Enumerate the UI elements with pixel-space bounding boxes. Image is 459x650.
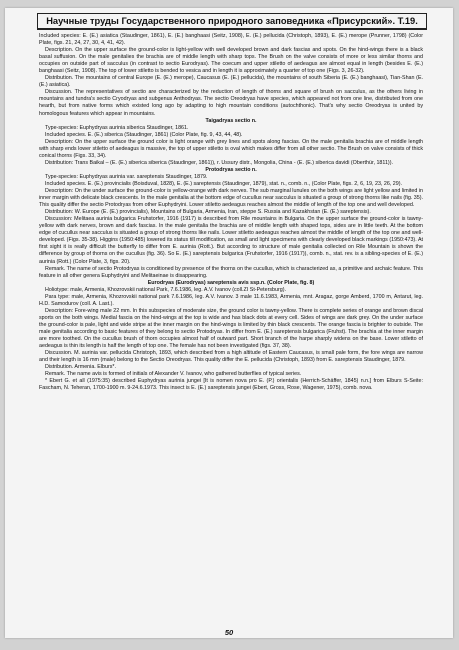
body-paragraph: Para type: male, Armenia, Khozrovskii national park 7.6.1986, leg. A.V. Ivanov. 3 male 11.6.1983, Armenia, mnt. Aragaz, gorge Amberd, 1700 m, Antarut, leg. H.D. Samodurov (coll. A. Last.). — [39, 293, 423, 307]
body-paragraph: Discussion. M. aurinia var. pellucida Christoph, 1893, which described from a high altitude of Eastern Caucasus, is small pale form, the fore wings are narrow and their length is 16 mm (male) belong to the Sectio Oreodryas. This quality differ the E. pellucida (Christoph, 1893) from E. sareptensis Staudinger, 1879. — [39, 350, 423, 364]
body-paragraph: Included species: E. (E.) asiatica (Staudinger, 1861), E. (E.) banghaasi (Seitz, 1908), E. (E.) pellucida (Christoph, 1893), E. (E.) merope (Prunner, 1798) (Color Plate, figs. 21, 24, 27, 30, 4, 41, 42). — [39, 33, 423, 47]
body-paragraph: Distribution: W. Europe (E. (E.) provincialis), Mountains of Bulgaria, Armenia, Iran, steppe S. Russia and Kazakhstan (E. (E.) sareptensis). — [45, 209, 371, 216]
body-paragraph: Description. On the upper surface the ground-color is light-yellow with well developed brown and dark fascias and spots. On the hind-wings there is a black basal suffusion. On the male genitalies the brachia are of middle length with sharp tops. The Brush on the valve consists of more or less similar thorns and occupies on outside part of sacculus (in contrast to sectio Eurodryas). The coecum and upper stiletto of aedeagus are almost equal in length (besides E. (E.) banghaasi (Seitz, 1908). The top of lower stiletto is bended to vesica and in length it is approximately a quarter of top one (Figs. 3, 26-32). — [39, 47, 423, 75]
body-paragraph: Description: On the upper surface the ground color is light orange with grey lines and spots along fascias. On the male genitalia brachia are of middle length with sharp ends lower stiletto of aedeagus is massive, the top of upper stiletto is oval which makes differ from all other sectio. The Brush on valve consists of thick conical thorns (Figs. 33, 34). — [39, 138, 423, 159]
body-paragraph: Discussion. The representatives of sectio are characterized by the reduction of length of thorns and square of brush on sacculus, as the others living in mountains and tundra's sectio Cryodryas and subgenus Anthodryas. The sectio Oreodryas have species, which appeared not from one line, distributed from one hearth, but from native forms which existed long ago by adapting to high mountain conditions (autochthonic). That's why sectio Oreodryas is united by homologous features which appear in mountains. — [39, 89, 423, 117]
body-paragraph: Type-species: Euphydryas aurinia var. sareptensis Staudinger, 1879. — [45, 173, 208, 180]
section-heading: Taigadryas sectio n. — [205, 117, 257, 124]
body-paragraph: Remark. The name of sectio Protodryas is conditioned by presence of the thorns on the cucullus, which is characterized as, a primitive and archaic feature. This feature in all other genera Euphydryini and Melitaeinae is disappearing. — [39, 265, 423, 279]
article-body — [39, 33, 423, 615]
body-paragraph: Distribution. The mountains of central Europe (E. (E.) merope), Caucasus (E. (E.) pellucida), the mountains of south Siberia (E. (E.) banghaasi), Tian-Shan (E. (E.) asiatica). — [39, 75, 423, 89]
page-number: 50 — [224, 628, 234, 637]
body-paragraph: Included species. E. (E.) provincialis (Boisduval, 1828), E. (E.) sareptensis (Staudinger, 1879), stat. n., comb. n., (Color Plate, figs. 2, 6, 19, 23, 26, 29). — [45, 180, 403, 187]
body-paragraph: Holiotype: male, Armenia, Khozrovskii national Park, 7.6.1986, leg. A.V. Ivanov (coll.ZI St-Petersburg). — [45, 286, 286, 293]
section-heading: Protodryas sectio n. — [205, 166, 257, 173]
body-paragraph: * Ebert G. et all (1975:35) described Euphydryas aurinia jungei [It is nomen nova pro E. (P.) orientalis (Herrich-Schäffer, 1845) n.n.] from Elburs S-Seite: Fascham, N. Teheran, 1700-1900 m. 9-24.6.1973. This insect is E. (E.) sareptensis jungei (Ebert, Gross, Rose, Wagener, 1975), comb. nova. — [39, 378, 423, 392]
header-rule — [37, 29, 427, 30]
body-paragraph: Distribution: Trans Baikal – (E. (E.) siberica siberica (Staudinger, 1861)), r. Ussury distr., Mongolia, China - (E. (E.) siberica davidi (Oberthür, 1811)). — [45, 159, 393, 166]
body-paragraph: Discussion: Melitaea aurinia bulgarica Fruhstorfer, 1916 (1917) is described from Rile mountains in Bulgaria. On the upper surface the ground-color is tawny-yellow with dark nerves, brown and dark fascias. In the male genitalia the brachia are of middle length with shaped tops, sides are in little teeth. At the bottom edge of cucullus near sacculus is situated a group of strong thorns like nails. Lower stiletto aedeagus reaches almost the middle of length of the top one and well-developed. (Figs. 35-38). Higgins (1950:485) lowered its status till modification, as small and light specimens with clearly developed black markings (1950:473). At first sight it is really difficult the butterfly to differ from E. aurinia (Rott.). But according to structure of male genitalia collected on Rile Mountain is shown the difference by group of thorns on the cucullus (fig. 36). So E. (E.) sareptensis bulgarica (Fruhstorfer, 1916 (1917)), comb. n., stat. rev. is a sibling-species of E. (E.) aurinia (Rott.) (Color Plate, 3, figs. 20). — [39, 216, 423, 265]
body-paragraph: Type-species: Euphydryas aurinia siberica Staudinger, 1861. — [45, 124, 189, 131]
body-paragraph: Included species. E. (E.) siberica (Staudinger, 1861) (Color Plate, fig. 9, 43, 44, 48). — [45, 131, 243, 138]
document-page — [5, 8, 453, 638]
body-paragraph: Description: Fore-wing male 22 mm. In this subspecies of moderate size, the ground color is tawny-yellow. There is complete series of orange and brown discal sports on the both wings. Medial fascia on the hind-wings at the top is wide and has black dots at every cell. Sides of wings are dark grey. On the under surface the ground-color is pale, light and wide stripe at the inner margin on the hind-wings is limited by thin black crescents. The orange fascia is brighter to outside. The male genitalia according to basic features of they belong to sectio Protodryas. In differ from E. (E.) sareptensis bulgarica (Fruhst). The brachia at the inner margin are more toothed. On the cucullus brush of thorn occupies almost half of outward part. Short branch of the harpe sharply widens on the base. Lower stiletto of aedeagus is thin its length is half the length of top one. The female has not been investigated (figs. 37, 38). — [39, 307, 423, 350]
body-paragraph: Distribution. Armenia. Elburs*. — [45, 364, 116, 371]
body-paragraph: Remark. The name avis is formed of initials of Alexander V. Ivanov, who gathered butterflies of typical series. — [45, 371, 302, 378]
section-heading: Eurodryas (Eurodryas) sareptensis avis ssp.n. (Color Plate, fig. 8) — [147, 279, 315, 286]
body-paragraph: Description: On the under surface the ground-color is yellow-orange with dark nerves. The sub marginal lunules on the both wings are light yellow and limited in inner margin with delicate black crescents. In the male genitalia at the bottom edge of cucullus near sacculus is situated a group of strong thorns like nails (fig. 35). This quality differ the sectio Protodryas from other Euphydryini. Lower stiletto aedeagus reaches almost the middle of length of the top one and well developed. — [39, 188, 423, 209]
journal-header: Научные труды Государственного природного заповедника «Присурский». Т.19. — [37, 13, 427, 29]
